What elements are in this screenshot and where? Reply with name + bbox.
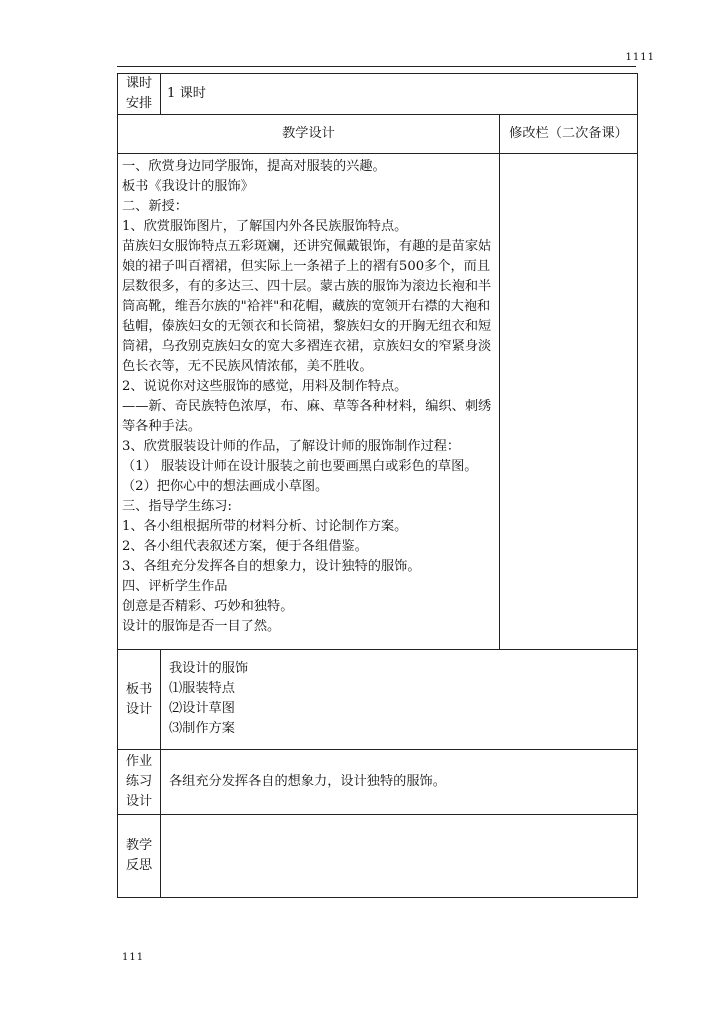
row-design-body [118, 154, 638, 650]
header-rule [117, 66, 636, 67]
body-line: 板书《我设计的服饰》 [122, 179, 254, 194]
body-line: 2、各小组代表叙述方案，便于各组借鉴。 [122, 539, 368, 554]
row-reflection [118, 815, 638, 898]
body-line: 二、新授： [122, 199, 188, 214]
body-line: 1、各小组根据所带的材料分析、讨论制作方案。 [122, 519, 408, 534]
body-line: （2）把你心中的想法画成小草图。 [122, 479, 329, 494]
row-lesson-time [118, 74, 638, 115]
board-design-label: 板书 设计 [118, 650, 161, 750]
body-line: ——新、奇民族特色浓厚，布、麻、草等各种材料，编织、刺绣等各种手法。 [122, 399, 492, 434]
row-homework [118, 750, 638, 815]
body-line: 设计的服饰是否一目了然。 [122, 619, 281, 634]
body-line: 2、说说你对这些服饰的感觉，用料及制作特点。 [122, 379, 408, 394]
reflection-content[interactable] [161, 815, 638, 898]
revision-body[interactable] [500, 154, 638, 650]
board-design-content [161, 650, 638, 750]
body-line: 1、欣赏服饰图片，了解国内外各民族服饰特点。 [122, 219, 408, 234]
homework-label: 作业 练习 设计 [118, 750, 161, 815]
board-item: ⑶制作方案 [169, 721, 235, 736]
row-design-header [118, 115, 638, 154]
row-board-design [118, 650, 638, 750]
body-line: 3、欣赏服装设计师的作品，了解设计师的服饰制作过程： [122, 439, 461, 454]
reflection-label: 教学 反思 [118, 815, 161, 898]
body-line: 一、欣赏身边同学服饰，提高对服装的兴趣。 [122, 159, 386, 174]
page-footer-number: 111 [122, 952, 145, 963]
design-header: 教学设计 [118, 115, 500, 154]
lesson-plan-table [117, 73, 638, 898]
board-item: ⑴服装特点 [169, 681, 235, 696]
lesson-time-value: 1 课时 [161, 74, 638, 115]
body-line: 创意是否精彩、巧妙和独特。 [122, 599, 294, 614]
lesson-time-label: 课时 安排 [118, 74, 161, 115]
body-line: 3、各组充分发挥各自的想象力，设计独特的服饰。 [122, 559, 421, 574]
design-body [118, 154, 500, 650]
page-header-number: 1111 [625, 52, 655, 63]
body-line: 四、评析学生作品 [122, 579, 228, 594]
body-line: 三、指导学生练习: [122, 499, 232, 514]
revision-header: 修改栏（二次备课） [500, 115, 638, 154]
homework-content: 各组充分发挥各自的想象力，设计独特的服饰。 [161, 750, 638, 815]
board-item: ⑵设计草图 [169, 701, 235, 716]
body-paragraph: 苗族妇女服饰特点五彩斑斓，还讲究佩戴银饰，有趣的是苗家姑娘的裙子叫百褶裙，但实际上一条裙子上的褶有500多个，而且层数很多，有的多达三、四十层。蒙古族的服饰为滚边长袍和半筒高靴，维吾尔族的"袷袢"和花帽，藏族的宽领开右襟的大袍和毡帽，傣族妇女的无领衣和长筒裙，黎族妇女的开胸无纽衣和短筒裙，乌孜别克族妇女的宽大多褶连衣裙，京族妇女的窄紧身淡色长衣等，无不民族风情浓郁，美不胜收。 [122, 239, 492, 374]
board-title: 我设计的服饰 [169, 661, 249, 676]
body-line: （1） 服装设计师在设计服装之前也要画黑白或彩色的草图。 [122, 459, 478, 474]
